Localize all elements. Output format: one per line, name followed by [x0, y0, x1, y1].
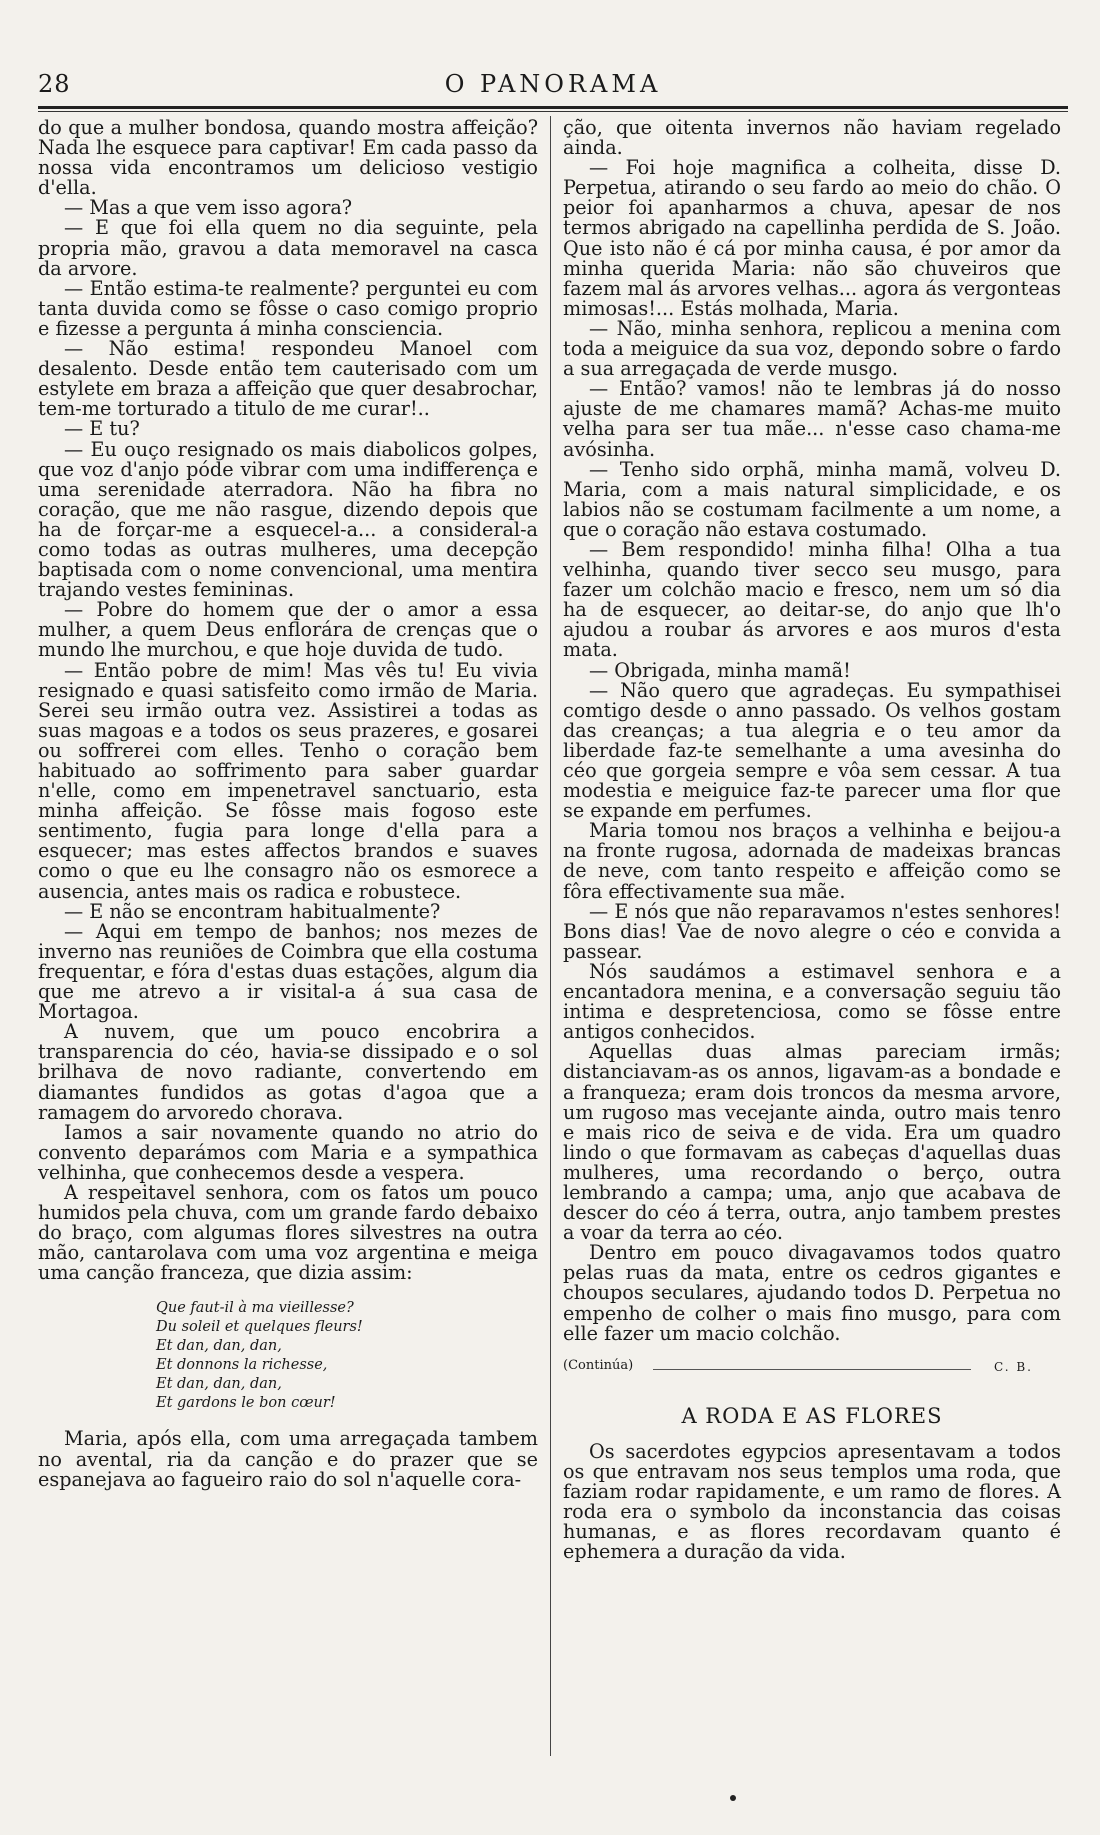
header-rule-thin: [38, 111, 1068, 112]
paragraph: Nós saudámos a estimavel senhora e a encantadora menina, e a conversação seguiu tão intima e despretenciosa, como se fôsse entre antigos conhecidos.: [563, 959, 1061, 1044]
poem-line: Et dan, dan, dan,: [156, 1376, 282, 1393]
signature-rule: [653, 1369, 971, 1370]
page-header: [38, 62, 1068, 98]
left-column: [38, 118, 538, 1490]
paragraph: — Eu ouço resignado os mais diabolicos golpes, que voz d'anjo póde vibrar com uma indifferença e uma serenidade aterradora. Não ha fibra no coração, que me não rasgue, dizendo depois que ha de forçar-me a esquecel-a... a consideral-a como todas as outras mulheres, uma decepção baptisada com o nome convencional, uma mentira trajando vestes femininas.: [38, 437, 538, 602]
paragraph: Iamos a sair novamente quando no atrio do convento deparámos com Maria e a sympathica velhinha, que conhecemos desde a vespera.: [38, 1120, 538, 1184]
paragraph: — Então? vamos! não te lembras já do nosso ajuste de me chamares mamã? Achas-me muito velha para ser tua mãe... n'esse caso chama-me avósinha.: [563, 377, 1061, 461]
continuation-line: [563, 1354, 1061, 1376]
paragraph: Dentro em pouco divagavamos todos quatro pelas ruas da mata, entre os cedros gigantes e choupos seculares, ajudando todos D. Perpetua no empenho de colher o mais fino musgo, para com elle fazer um macio colchão.: [563, 1241, 1061, 1345]
paragraph: — Foi hoje magnifica a colheita, disse D. Perpetua, atirando o seu fardo ao meio do chão. O peior foi apanharmos a chuva, apesar de nos termos abrigado na capellinha perdida de S. João. Que isto não é cá por minha causa, é por amor da minha querida Maria: não são chuveiros que fazem mal ás arvores velhas... agora ás vergonteas mimosas!... Estás molhada, Maria.: [563, 156, 1061, 320]
paragraph: — Não quero que agradeças. Eu sympathisei comtigo desde o anno passado. Os velhos gostam das creanças; a tua alegria e o teu amor da liberdade faz-te semelhante a uma avesinha do céo que gorgeia sempre e vôa sem cessar. A tua modestia e meiguice faz-te parecer uma flor que se expande em perfumes.: [563, 678, 1061, 823]
poem-line: Et donnons la richesse,: [156, 1357, 328, 1374]
page-number: 28: [38, 70, 71, 98]
author-signature: C. B.: [993, 1359, 1033, 1374]
poem-line: Du soleil et quelques fleurs!: [156, 1319, 363, 1336]
paragraph: — E não se encontram habitualmente?: [64, 899, 441, 923]
paragraph: A respeitavel senhora, com os fatos um pouco humidos pela chuva, com um grande fardo debaixo do braço, com algumas flores silvestres na outra mão, cantarolava com uma voz argentina e meiga uma canção franceza, que dizia assim:: [38, 1180, 538, 1285]
poem-line: Que faut-il à ma vieillesse?: [156, 1300, 354, 1317]
paragraph: Maria tomou nos braços a velhinha e beijou-a na fronte rugosa, adornada de madeixas brancas de neve, com tanto respeito e affeição como se fôra effectivamente sua mãe.: [563, 819, 1061, 903]
right-column: [563, 118, 1061, 1562]
paragraph: — Não, minha senhora, replicou a menina com toda a meiguice da sua voz, depondo sobre o fardo a sua arregaçada de verde musgo.: [563, 316, 1061, 381]
paragraph: — Tenho sido orphã, minha mamã, volveu D. Maria, com a mais natural simplicidade, e os labios não se costumam facilmente a um nome, a que o coração não estava costumado.: [563, 457, 1061, 541]
paragraph: A nuvem, que um pouco encobrira a transparencia do céo, havia-se dissipado e o sol brilhava de novo radiante, convertendo em diamantes fundidos as gotas d'agoa que a ramagem do arvoredo chorava.: [38, 1020, 538, 1124]
paragraph: — E que foi ella quem no dia seguinte, pela propria mão, gravou a data memoravel na casca da arvore.: [38, 216, 538, 280]
ornament-dot: [730, 1795, 736, 1801]
paragraph: — Bem respondido! minha filha! Olha a tua velhinha, quando tiver secco seu musgo, para fazer um colchão macio e fresco, nem um só dia ha de esquecer, ao deitar-se, do anjo que lh'o ajudou a roubar ás arvores e aos muros d'esta mata.: [563, 537, 1061, 662]
paragraph: ção, que oitenta invernos não haviam regelado ainda.: [563, 116, 1061, 160]
paragraph: — Então pobre de mim! Mas vês tu! Eu vivia resignado e quasi satisfeito como irmão de Maria. Serei seu irmão outra vez. Assistirei a todas as suas magoas e a todos os seus prazeres, e gosarei ou soffrerei com elles. Tenho o coração bem habituado ao soffrimento para saber guardar n'elle, como em impenetravel sanctuario, esta minha affeição. Se fôsse mais fogoso este sentimento, fugia para longe d'ella para a esquecer; mas estes affectos brandos e suaves como o que eu lhe consagro não os esmorece a ausencia, antes mais os radica e robustece.: [38, 658, 538, 903]
section-title: A RODA E AS FLORES: [681, 1403, 943, 1428]
paragraph: — Mas a que vem isso agora?: [64, 196, 353, 220]
paragraph: — Aqui em tempo de banhos; nos mezes de inverno nas reuniões de Coimbra que ella costuma frequentar, e fóra d'estas duas estações, algum dia que me atrevo a ir visital-a á sua casa de Mortagoa.: [38, 919, 538, 1024]
paragraph: do que a mulher bondosa, quando mostra affeição? Nada lhe esquece para captivar! Em cada passo da nossa vida encontramos um delicioso vestigio d'ella.: [38, 116, 538, 200]
paragraph: — E nós que não reparavamos n'estes senhores! Bons dias! Vae de novo alegre o céo e convida a passear.: [563, 899, 1061, 963]
header-rule-thick: [38, 106, 1068, 109]
paragraph: — Não estima! respondeu Manoel com desalento. Desde então tem cauterisado com um estylete em braza a affeição que quer desabrochar, tem-me torturado a titulo de me curar!..: [38, 337, 538, 421]
paragraph: Aquellas duas almas pareciam irmãs; distanciavam-as os annos, ligavam-as a bondade e a franqueza; eram dois troncos da mesma arvore, um rugoso mas vecejante ainda, outro mais tenro e mais rico de seiva e de vida. Era um quadro lindo o que formavam as cabeças d'aquellas duas mulheres, uma recordando o berço, outra lembrando a campa; uma, anjo que acabava de descer do céo á terra, outra, anjo tambem prestes a voar da terra ao céo.: [563, 1040, 1061, 1245]
paragraph: Os sacerdotes egypcios apresentavam a todos os que entravam nos seus templos uma roda, que faziam rodar rapidamente, e um ramo de flores. A roda era o symbolo da inconstancia das coisas humanas, e as flores recordavam quanto é ephemera a duração da vida.: [563, 1439, 1061, 1564]
paragraph: — E tu?: [64, 417, 140, 441]
continua-note: (Continúa): [563, 1357, 634, 1373]
journal-title: O PANORAMA: [444, 70, 662, 98]
poem-line: Et dan, dan, dan,: [156, 1338, 282, 1355]
poem-line: Et gardons le bon cœur!: [156, 1395, 336, 1412]
paragraph: — Então estima-te realmente? perguntei eu com tanta duvida como se fôsse o caso comigo proprio e fizesse a pergunta á minha consciencia.: [38, 276, 538, 340]
paragraph: — Pobre do homem que der o amor a essa mulher, a quem Deus enflorára de crenças que o mundo lhe murchou, e que hoje duvida de tudo.: [38, 598, 538, 662]
paragraph: Maria, após ella, com uma arregaçada tambem no avental, ria da canção e do prazer que se espanejava ao fagueiro raio do sol n'aquelle cora-: [38, 1427, 538, 1491]
paragraph: — Obrigada, minha mamã!: [589, 658, 851, 682]
column-divider: [550, 116, 551, 1756]
poem-verse: [156, 1299, 538, 1413]
